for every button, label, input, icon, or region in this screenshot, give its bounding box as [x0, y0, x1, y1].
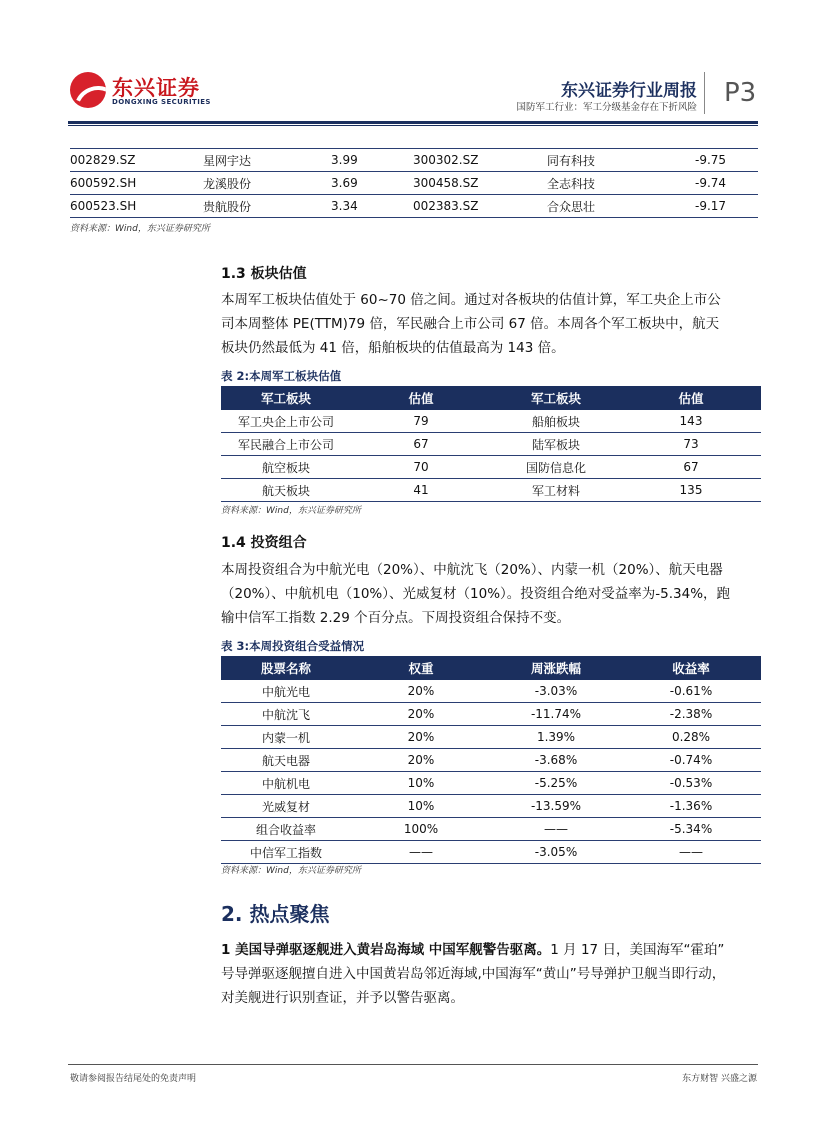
- table-cell: 10%: [351, 772, 491, 795]
- table-cell: 星网宇达: [173, 149, 301, 172]
- header-divider: [704, 72, 705, 114]
- table-cell: 10%: [351, 795, 491, 818]
- paragraph-line: 输中信军工指数 2.29 个百分点。下周投资组合保持不变。: [221, 610, 571, 626]
- table-cell: -0.61%: [621, 680, 761, 703]
- table-cell: 20%: [351, 749, 491, 772]
- table-cell: -0.53%: [621, 772, 761, 795]
- table-cell: 002829.SZ: [70, 149, 173, 172]
- stock-ranking-table: [70, 148, 758, 218]
- paragraph-line: 板块仍然最低为 41 倍，船舶板块的估值最高为 143 倍。: [221, 340, 565, 356]
- table-cell: -9.74: [645, 172, 758, 195]
- column-header: 估值: [351, 386, 491, 410]
- table-cell: -2.38%: [621, 703, 761, 726]
- table-cell: 300458.SZ: [413, 172, 517, 195]
- table-cell: -9.17: [645, 195, 758, 218]
- footer-slogan: 东方财智 兴盛之源: [682, 1074, 757, 1084]
- table-cell: 军工央企上市公司: [221, 410, 351, 433]
- table2-source: 资料来源：Wind，东兴证券研究所: [221, 506, 361, 516]
- table-cell: -3.68%: [491, 749, 621, 772]
- table-row: [221, 795, 761, 818]
- table-cell: 1.39%: [491, 726, 621, 749]
- table-cell: 41: [351, 479, 491, 502]
- column-header: 权重: [351, 656, 491, 680]
- table-cell: 军工材料: [491, 479, 621, 502]
- paragraph-line: 对美舰进行识别查证，并予以警告驱离。: [221, 990, 464, 1006]
- table-cell: -1.36%: [621, 795, 761, 818]
- table-cell: 航天电器: [221, 749, 351, 772]
- table-cell: 79: [351, 410, 491, 433]
- section-1-3-paragraph: [221, 288, 761, 360]
- table-row: [221, 818, 761, 841]
- table-row: [70, 149, 758, 172]
- table-cell: 陆军板块: [491, 433, 621, 456]
- section-1-4-paragraph: [221, 558, 761, 630]
- section-2-paragraph: [221, 938, 766, 1010]
- table-cell: 100%: [351, 818, 491, 841]
- section-1-3-heading: 1.3 板块估值: [221, 266, 307, 282]
- table-cell: 3.34: [301, 195, 413, 218]
- table-row: [221, 703, 761, 726]
- table-row: [221, 410, 761, 433]
- table-cell: -11.74%: [491, 703, 621, 726]
- table-row: [70, 172, 758, 195]
- paragraph-line: 本周军工板块估值处于 60~70 倍之间。通过对各板块的估值计算，军工央企上市公: [221, 292, 721, 308]
- table-row: [221, 479, 761, 502]
- table-row: [70, 195, 758, 218]
- table-row: [221, 726, 761, 749]
- table-cell: 贵航股份: [173, 195, 301, 218]
- table-cell: 内蒙一机: [221, 726, 351, 749]
- table-cell: 组合收益率: [221, 818, 351, 841]
- header-rule: [68, 121, 758, 124]
- report-subtitle: 国防军工行业：军工分级基金存在下折风险: [516, 102, 697, 113]
- table-cell: 70: [351, 456, 491, 479]
- table-cell: 光威复材: [221, 795, 351, 818]
- logo-english-name: DONGXING SECURITIES: [112, 98, 211, 106]
- table-cell: ——: [351, 841, 491, 864]
- table-row: [221, 456, 761, 479]
- table-row: [221, 841, 761, 864]
- table-cell: 合众思壮: [517, 195, 645, 218]
- table-cell: 中信军工指数: [221, 841, 351, 864]
- table-row: [221, 433, 761, 456]
- table-cell: 20%: [351, 726, 491, 749]
- table-cell: 67: [351, 433, 491, 456]
- table2-caption: 表 2:本周军工板块估值: [221, 369, 342, 383]
- paragraph-line: （20%）、中航机电（10%）、光威复材（10%）。投资组合绝对受益率为-5.34%，跑: [221, 586, 731, 602]
- report-title: 东兴证券行业周报: [561, 81, 697, 101]
- table-cell: -3.05%: [491, 841, 621, 864]
- table-cell: 600523.SH: [70, 195, 173, 218]
- table-row: [221, 772, 761, 795]
- table-cell: -13.59%: [491, 795, 621, 818]
- table-cell: 20%: [351, 703, 491, 726]
- table-cell: 135: [621, 479, 761, 502]
- table-cell: 0.28%: [621, 726, 761, 749]
- column-header: 收益率: [621, 656, 761, 680]
- footer-rule: [68, 1064, 758, 1065]
- table-cell: -9.75: [645, 149, 758, 172]
- table3-source: 资料来源：Wind，东兴证券研究所: [221, 866, 361, 876]
- paragraph-line: 司本周整体 PE(TTM)79 倍，军民融合上市公司 67 倍。本周各个军工板块中，航天: [221, 316, 720, 332]
- table-cell: 67: [621, 456, 761, 479]
- table-cell: 中航光电: [221, 680, 351, 703]
- table-cell: -3.03%: [491, 680, 621, 703]
- table-cell: 中航沈飞: [221, 703, 351, 726]
- column-header: 股票名称: [221, 656, 351, 680]
- table-cell: ——: [491, 818, 621, 841]
- table-cell: -5.34%: [621, 818, 761, 841]
- table-cell: 300302.SZ: [413, 149, 517, 172]
- table-cell: 龙溪股份: [173, 172, 301, 195]
- table3-caption: 表 3:本周投资组合受益情况: [221, 639, 365, 653]
- logo-emblem-icon: [70, 72, 106, 108]
- page-number: P3: [724, 78, 757, 108]
- table-cell: 中航机电: [221, 772, 351, 795]
- table-row: [221, 749, 761, 772]
- news-text: 1 月 17 日，美国海军“霍珀”: [550, 942, 725, 958]
- footer-disclaimer: 敬请参阅报告结尾处的免责声明: [70, 1074, 197, 1084]
- portfolio-return-table: [221, 656, 761, 864]
- table-cell: 航空板块: [221, 456, 351, 479]
- table-cell: 600592.SH: [70, 172, 173, 195]
- column-header: 估值: [621, 386, 761, 410]
- table1-source: 资料来源：Wind，东兴证券研究所: [70, 224, 210, 234]
- table-cell: 军民融合上市公司: [221, 433, 351, 456]
- column-header: 军工板块: [221, 386, 351, 410]
- news-headline: 1 美国导弹驱逐舰进入黄岩岛海域 中国军舰警告驱离。: [221, 942, 551, 958]
- table-cell: ——: [621, 841, 761, 864]
- table-cell: 20%: [351, 680, 491, 703]
- section-1-4-heading: 1.4 投资组合: [221, 535, 307, 551]
- table-cell: 3.69: [301, 172, 413, 195]
- table-cell: 全志科技: [517, 172, 645, 195]
- table-cell: -5.25%: [491, 772, 621, 795]
- table-cell: 船舶板块: [491, 410, 621, 433]
- table-cell: 3.99: [301, 149, 413, 172]
- header-rule-thin: [68, 125, 758, 126]
- paragraph-line: [221, 938, 766, 962]
- table-cell: 143: [621, 410, 761, 433]
- table-cell: 国防信息化: [491, 456, 621, 479]
- table-row: [221, 680, 761, 703]
- sector-valuation-table: [221, 386, 761, 502]
- paragraph-line: 本周投资组合为中航光电（20%）、中航沈飞（20%）、内蒙一机（20%）、航天电器: [221, 562, 723, 578]
- company-logo: [70, 70, 220, 114]
- section-2-heading: 2. 热点聚焦: [221, 902, 330, 926]
- table-cell: 同有科技: [517, 149, 645, 172]
- table-cell: 002383.SZ: [413, 195, 517, 218]
- logo-chinese-name: 东兴证券: [112, 76, 200, 100]
- table-cell: 73: [621, 433, 761, 456]
- table-cell: 航天板块: [221, 479, 351, 502]
- table-cell: -0.74%: [621, 749, 761, 772]
- column-header: 周涨跌幅: [491, 656, 621, 680]
- column-header: 军工板块: [491, 386, 621, 410]
- paragraph-line: 号导弹驱逐舰擅自进入中国黄岩岛邻近海域,中国海军“黄山”号导弹护卫舰当即行动，: [221, 966, 726, 982]
